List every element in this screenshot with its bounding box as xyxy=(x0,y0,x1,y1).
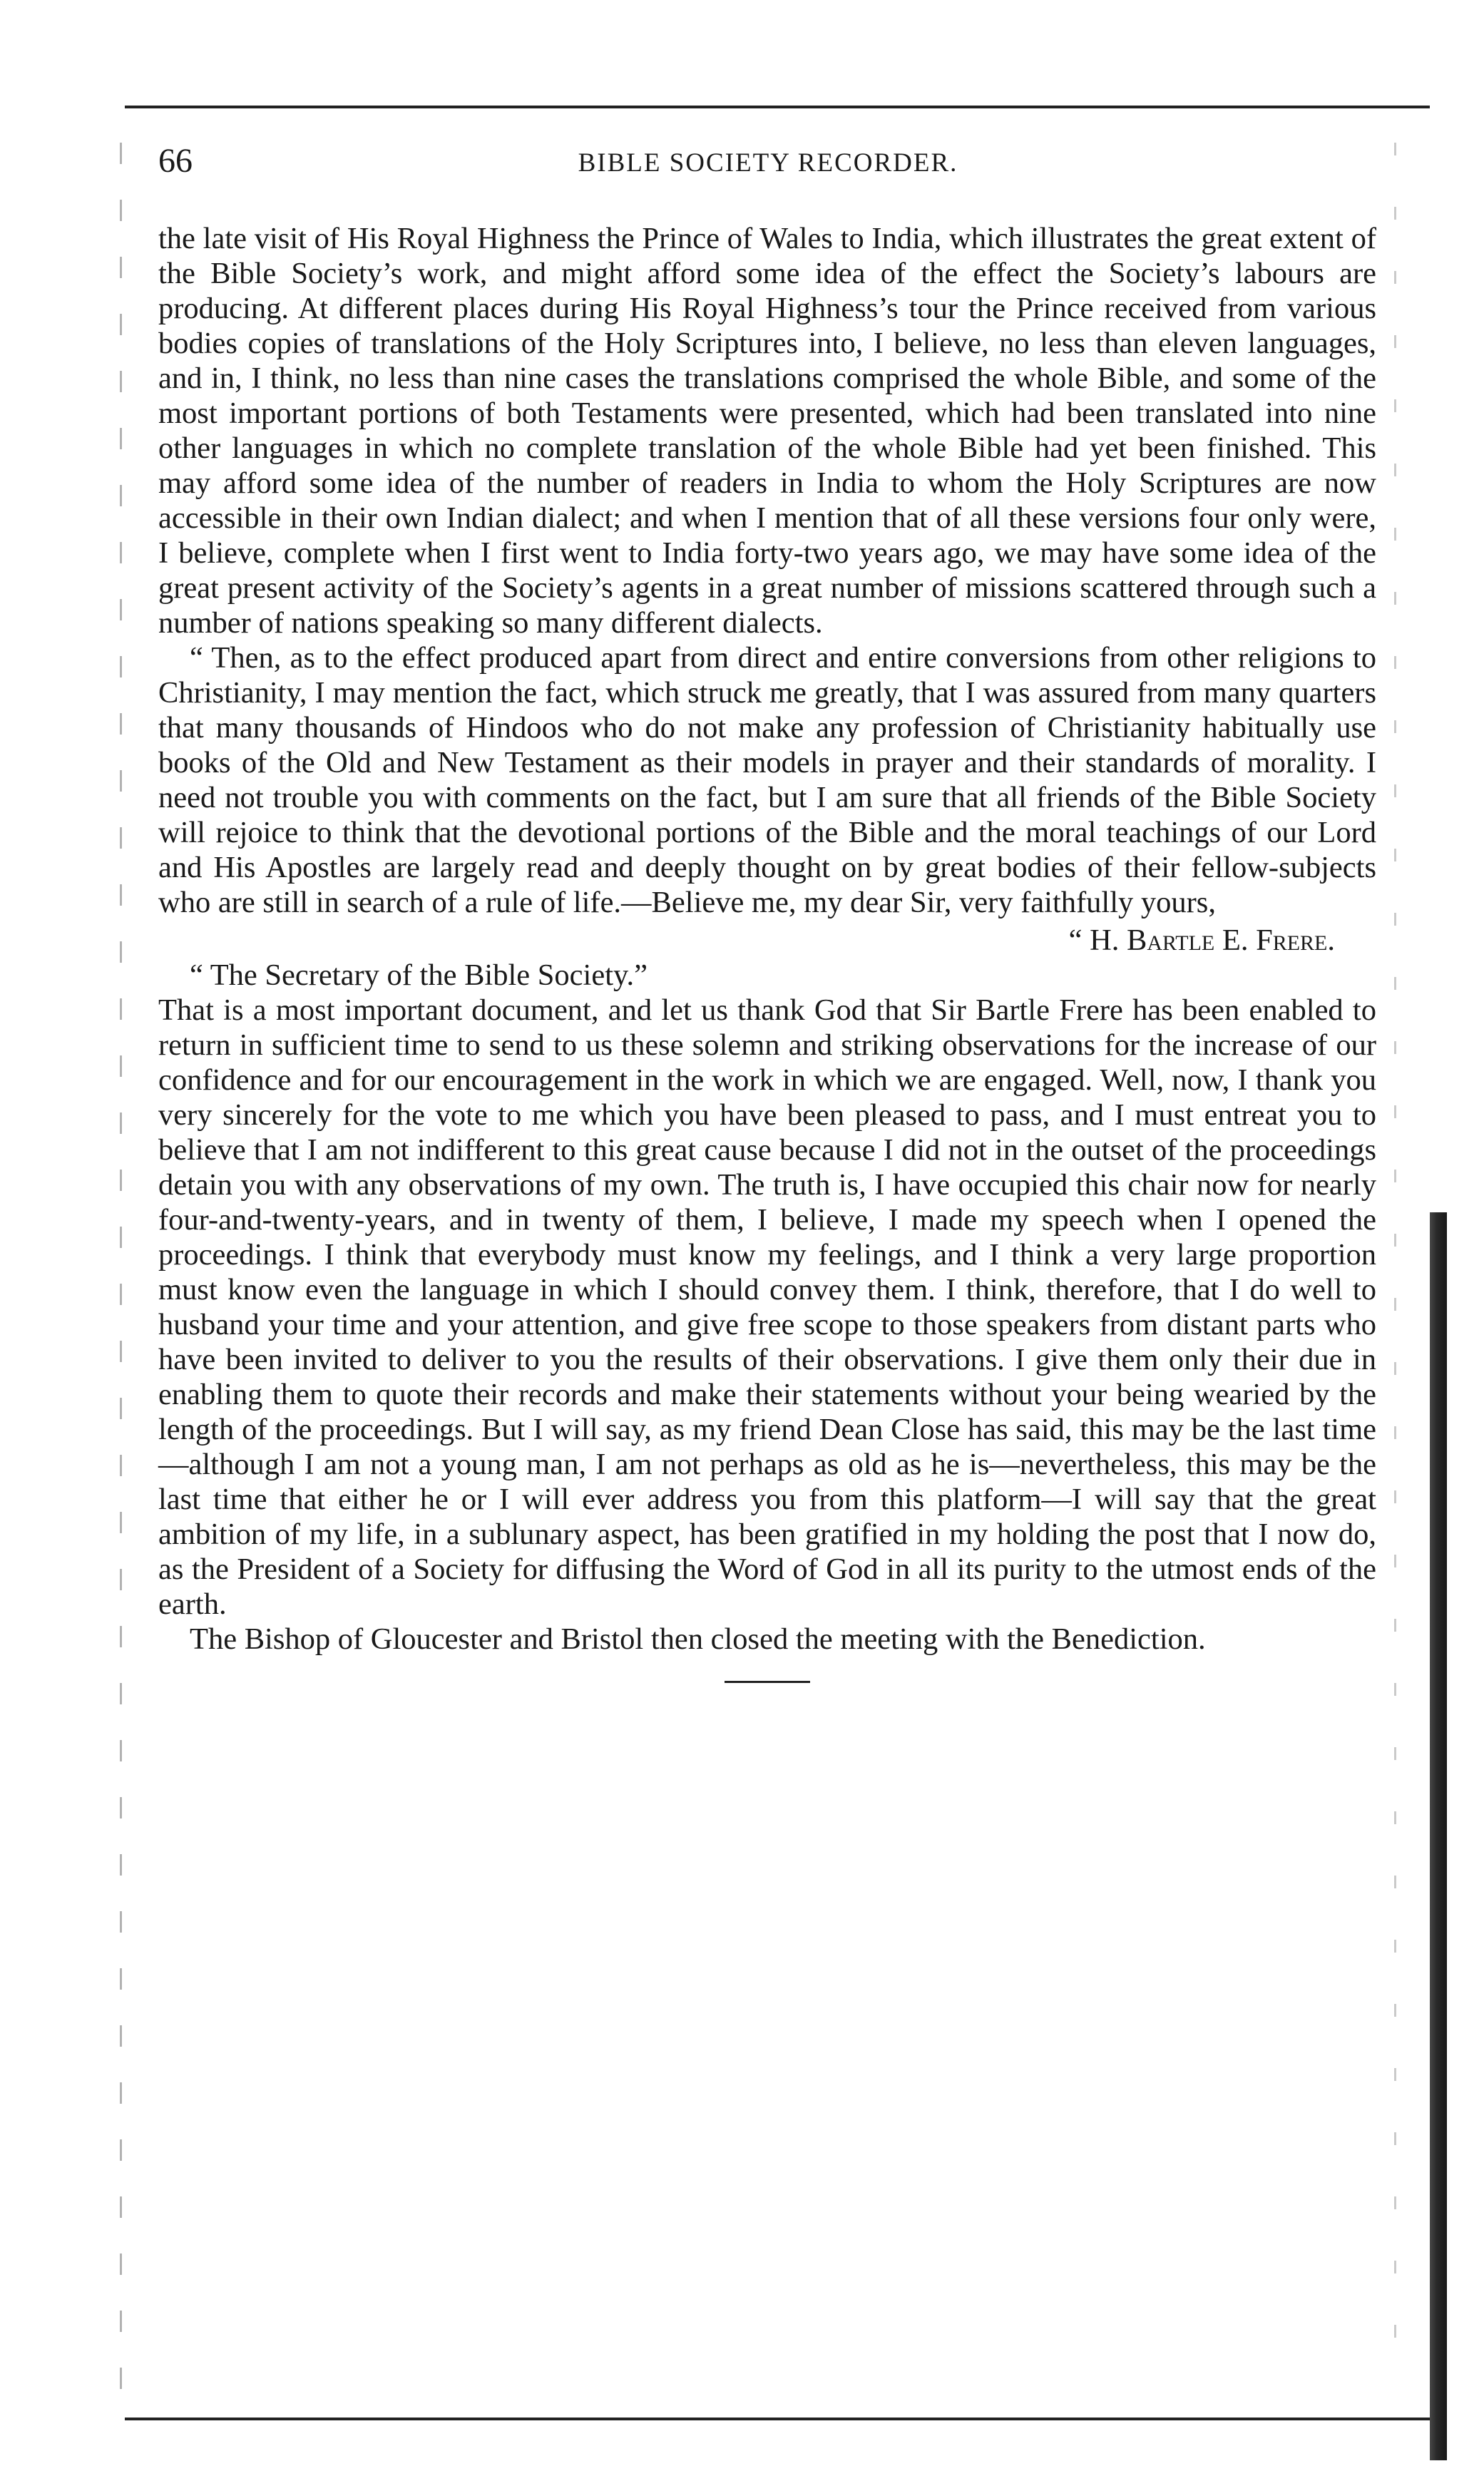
paragraph-4: The Bishop of Gloucester and Bristol then closed the meeting with the Benediction. xyxy=(190,1622,1206,1656)
signature-name: Bartle E. Frere. xyxy=(1127,924,1335,957)
page-number: 66 xyxy=(158,142,193,180)
left-margin-mark xyxy=(120,143,122,2418)
signature xyxy=(158,923,1376,958)
body-text xyxy=(158,221,1376,1683)
signature-prefix: “ H. xyxy=(1068,924,1127,957)
paragraph-3: That is a most important document, and let us thank God that Sir Bartle Frere has been enabled to return in sufficient time to send to us these solemn and striking observations for the increase of our confidence and for our encouragement in the work in which we are engaged. Well, now, I thank you very sincerely for the vote to me which you have been pleased to pass, and I must entreat you to believe that I am not indifferent to this great cause because I did not in the outset of the proceedings detain you with any observations of my own. The truth is, I have occupied this chair now for nearly four-and-twenty-years, and in twenty of them, I believe, I made my speech when I opened the proceedings. I think that everybody must know my feelings, and I think a very large proportion must know even the language in which I should convey them. I think, therefore, that I do well to husband your time and your attention, and give free scope to those speakers from distant parts who have been invited to deliver to you the results of their observations. I give them only their due in enabling them to quote their records and make their statements without your being wearied by the length of the proceedings. But I will say, as my friend Dean Close has said, this may be the last time—although I am not a young man, I am not perhaps as old as he is—nevertheless, this may be the last time that either he or I will ever address you from this platform—I will say that the great ambition of my life, in a sublunary aspect, has been gratified in my holding the post that I now do, as the President of a Society for diffusing the Word of God in all its purity to the utmost ends of the earth. xyxy=(158,993,1376,1621)
top-rule xyxy=(125,106,1430,108)
page-header xyxy=(158,140,1378,190)
paragraph-2: “ Then, as to the effect produced apart from direct and entire conversions from other religions to Christianity, I may mention the fact, which struck me greatly, that I was assured from many quarters that many thousands of Hindoos who do not make any profession of Christianity habitually use books of the Old and New Testament as their models in prayer and their standards of morality. I need not trouble you with comments on the fact, but I am sure that all friends of the Bible Society will rejoice to think that the devotional portions of the Bible and the moral teachings of our Lord and His Apostles are largely read and deeply thought on by great bodies of their fellow-subjects who are still in search of a rule of life.—Believe me, my dear Sir, very faithfully yours, xyxy=(158,641,1376,919)
paragraph-1: the late visit of His Royal Highness the Prince of Wales to India, which illustrates the great extent of the Bible Society’s work, and might afford some idea of the effect the Society’s labours are producing. At different places during His Royal Highness’s tour the Prince received from various bodies copies of translations of the Holy Scriptures into, I believe, no less than eleven languages, and in, I think, no less than nine cases the translations comprised the whole Bible, and some of the most important portions of both Testaments were presented, which had been translated into nine other languages in which no complete translation of the whole Bible had yet been finished. This may afford some idea of the number of readers in India to whom the Holy Scriptures are now accessible in their own Indian dialect; and when I mention that of all these versions four only were, I believe, complete when I first went to India forty-two years ago, we may have some idea of the great present activity of the Society’s agents in a great number of missions scattered through such a number of nations speaking so many different dialects. xyxy=(158,222,1376,640)
right-margin-mark xyxy=(1394,143,1396,2353)
bottom-rule xyxy=(125,2418,1430,2420)
end-rule xyxy=(725,1681,810,1683)
page-edge-shadow xyxy=(1430,1212,1447,2460)
addressee: “ The Secretary of the Bible Society.” xyxy=(190,958,648,992)
running-head: BIBLE SOCIETY RECORDER. xyxy=(578,148,958,178)
